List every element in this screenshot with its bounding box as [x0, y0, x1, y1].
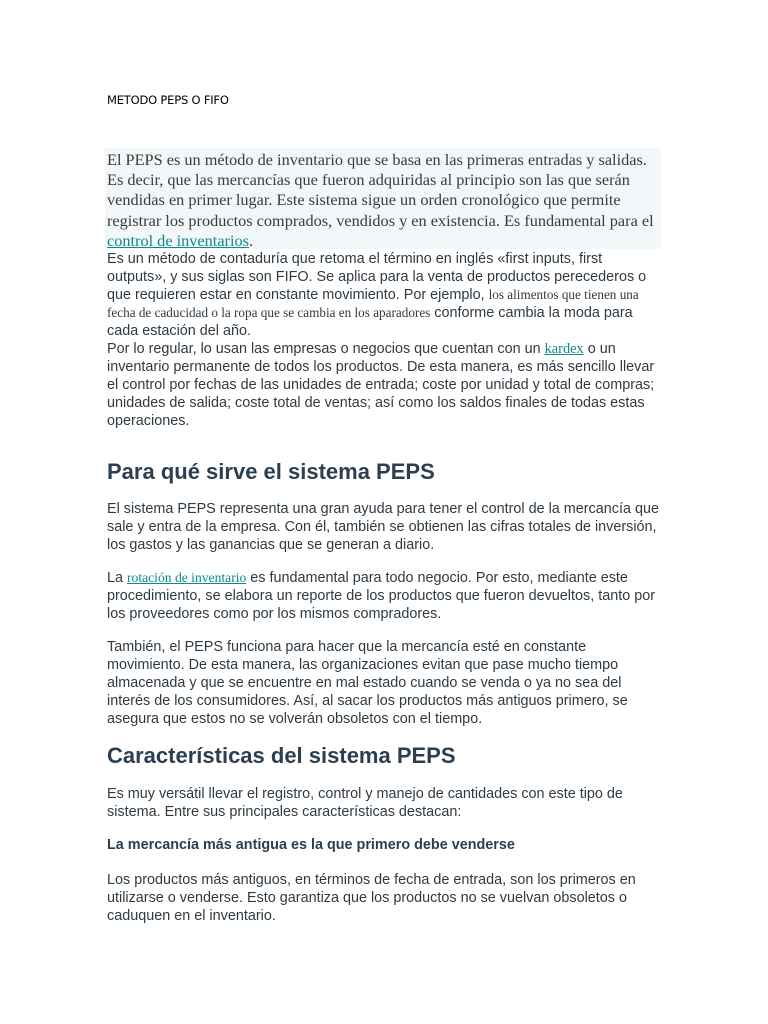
- paragraph-kardex-text-b: o un inventario permanente de todos los productos. De esta manera, es más sencillo llevar el control por fechas de las unidades de entrada; coste por unidad y total de compras; unidades de salida; coste total de ventas; así como los saldos finales de todas estas operaciones.: [107, 341, 655, 429]
- paragraph-kardex: [107, 340, 663, 430]
- intro-text: El PEPS es un método de inventario que se basa en las primeras entradas y salidas. Es decir, que las mercancías que fueron adquiridas al principio son las que serán vendidas en primer lugar. Este sistema sigue un orden cronológico que permite registrar los productos comprados, vendidos y en existencia. Es fundamental para el: [107, 150, 654, 230]
- paragraph-productos-antiguos: Los productos más antiguos, en términos de fecha de entrada, son los primeros en utilizarse o venderse. Esto garantiza que los productos no se vuelvan obsoletos o caduquen en el inventario.: [107, 872, 636, 924]
- intro-paragraph: [107, 150, 663, 251]
- heading-para-que-sirve: Para qué sirve el sistema PEPS: [107, 459, 435, 484]
- paragraph-movimiento: También, el PEPS funciona para hacer que la mercancía esté en constante movimiento. De esta manera, las organizaciones evitan que pase mucho tiempo almacenada y que se encuentre en mal estado cuando se venda o ya no sea del interés de los consumidores. Así, al sacar los productos más antiguos primero, se asegura que estos no se volverán obsoletos con el tiempo.: [107, 639, 628, 727]
- paragraph-rotacion-text-a: La: [107, 570, 128, 586]
- paragraph-fifo-example: los alimentos que tienen una fecha de caducidad o la ropa que se cambia en los aparadores: [107, 287, 639, 320]
- control-inventarios-link[interactable]: control de inventarios: [107, 230, 249, 250]
- paragraph-rotacion-text-b: es fundamental para todo negocio. Por esto, mediante este procedimiento, se elabora un reporte de los productos que fueron devueltos, tanto por los proveedores como por los mismos compradores.: [107, 570, 655, 622]
- paragraph-versatil: Es muy versátil llevar el registro, control y manejo de cantidades con este tipo de sistema. Entre sus principales características destacan:: [107, 786, 623, 820]
- paragraph-fifo-text-a: Es un método de contaduría que retoma el término en inglés «first inputs, first outputs», y sus siglas son FIFO. Se aplica para la venta de productos perecederos o que requieren estar en constante movimiento. Por ejemplo,: [107, 251, 647, 303]
- paragraph-rotacion: [107, 569, 663, 623]
- paragraph-ayuda: El sistema PEPS representa una gran ayuda para tener el control de la mercancía que sale y entra de la empresa. Con él, también se obtienen las cifras totales de inversión, los gastos y las ganancias que se generan a diario.: [107, 501, 659, 553]
- rotacion-inventario-link[interactable]: rotación de inventario: [127, 570, 247, 585]
- paragraph-fifo-text-c: conforme cambia la moda para cada estación del año.: [107, 305, 633, 339]
- document-title: METODO PEPS O FIFO: [107, 93, 229, 107]
- intro-end: .: [248, 230, 254, 250]
- heading-caracteristicas: Características del sistema PEPS: [107, 743, 456, 768]
- heading-mercancia-antigua: La mercancía más antigua es la que primero debe venderse: [107, 837, 515, 853]
- kardex-link[interactable]: kardex: [544, 341, 584, 357]
- paragraph-kardex-text-a: Por lo regular, lo usan las empresas o negocios que cuentan con un: [107, 341, 545, 357]
- paragraph-fifo: [107, 250, 663, 340]
